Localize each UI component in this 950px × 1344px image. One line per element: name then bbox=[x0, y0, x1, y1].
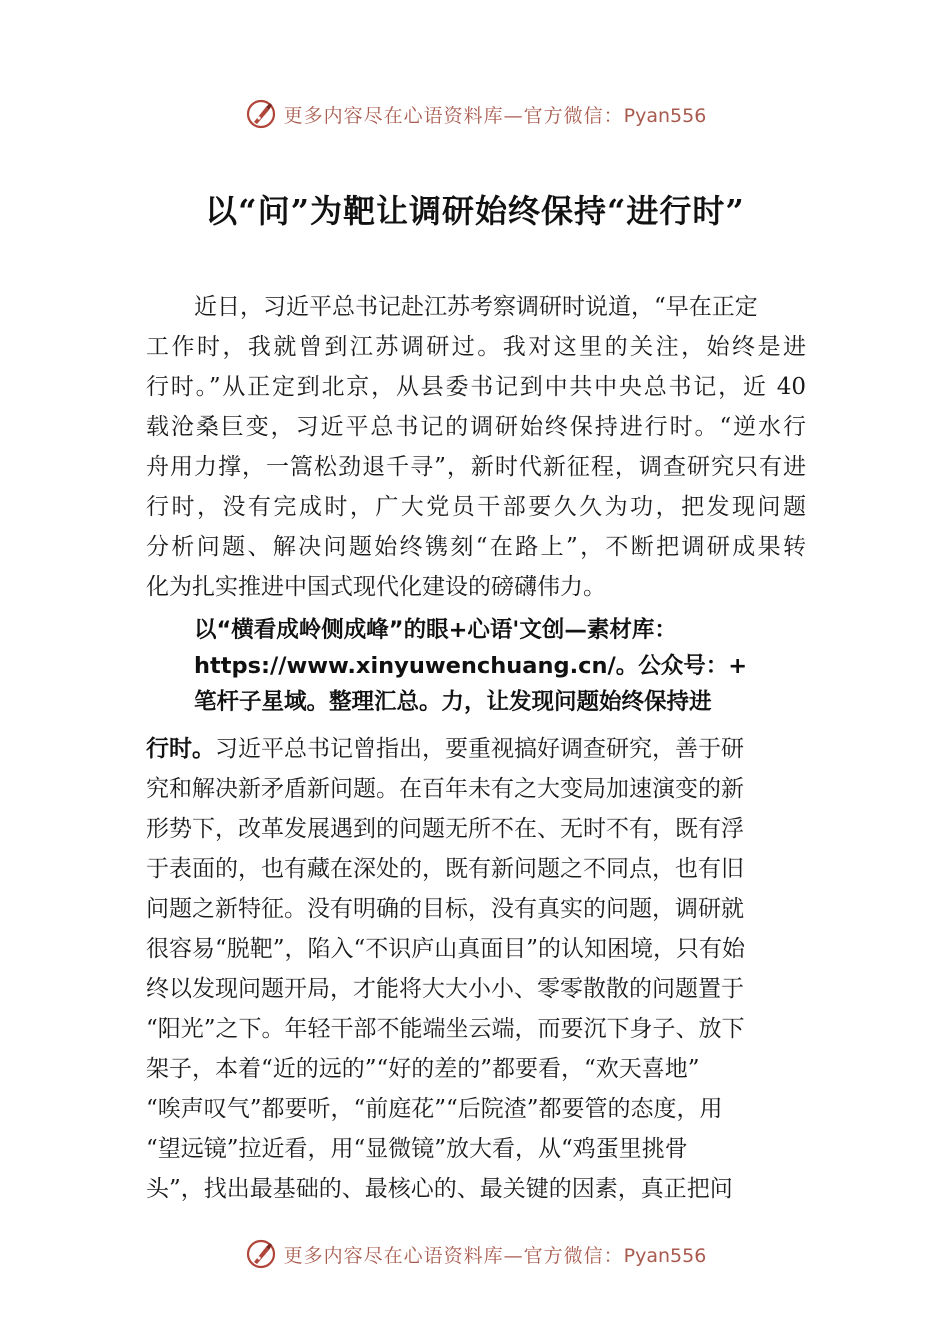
text-line: 行时。”从正定到北京，从县委书记到中共中央总书记，近 40 bbox=[146, 374, 806, 400]
footer-watermark bbox=[0, 1234, 950, 1274]
heading-line: 以“横看成岭侧成峰”的眼+心语'文创—素材库： bbox=[194, 617, 677, 643]
paragraph-intro bbox=[146, 287, 806, 607]
text-line: “望远镜”拉近看，用“显微镜”放大看，从“鸡蛋里挑骨 bbox=[146, 1136, 688, 1162]
bold-lead: 行时。 bbox=[146, 736, 215, 762]
text-line: 行时，没有完成时，广大党员干部要久久为功，把发现问题 bbox=[146, 494, 806, 520]
header-watermark bbox=[0, 94, 950, 134]
watermark-wechat-id: Pyan556 bbox=[623, 1244, 707, 1267]
watermark-wechat-id: Pyan556 bbox=[623, 104, 707, 127]
text-line: 架子，本着“近的远的”“好的差的”都要看，“欢天喜地” bbox=[146, 1056, 700, 1082]
watermark-text: 更多内容尽在心语资料库—官方微信：Pyan556 bbox=[283, 104, 707, 127]
text-line: “唉声叹气”都要听，“前庭花”“后院渣”都要管的态度，用 bbox=[146, 1096, 723, 1122]
source-link-line[interactable]: https://www.xinyuwenchuang.cn/。公众号：+ bbox=[194, 653, 748, 679]
pen-nib-icon bbox=[244, 1237, 278, 1271]
text-line: 头”，找出最基础的、最核心的、最关键的因素，真正把问 bbox=[146, 1176, 733, 1202]
text-line: 很容易“脱靶”，陷入“不识庐山真面目”的认知困境，只有始 bbox=[146, 936, 746, 962]
text-line: 近日，习近平总书记赴江苏考察调研时说道，“早在正定 bbox=[194, 294, 758, 320]
text-line: 化为扎实推进中国式现代化建设的磅礴伟力。 bbox=[146, 574, 606, 600]
text-line: 于表面的，也有藏在深处的，既有新问题之不同点，也有旧 bbox=[146, 856, 744, 882]
watermark-text: 更多内容尽在心语资料库—官方微信：Pyan556 bbox=[283, 1244, 707, 1267]
text-segment: 习近平总书记曾指出，要重视搞好调查研究，善于研 bbox=[215, 736, 744, 762]
text-line: 形势下，改革发展遇到的问题无所不在、无时不有，既有浮 bbox=[146, 816, 744, 842]
text-line: 分析问题、解决问题始终镌刻“在路上”，不断把调研成果转 bbox=[146, 534, 806, 560]
text-line: 终以发现问题开局，才能将大大小小、零零散散的问题置于 bbox=[146, 976, 744, 1002]
article-title: 以“问”为靶让调研始终保持“进行时” bbox=[205, 192, 745, 230]
text-line bbox=[146, 729, 806, 769]
pen-nib-icon bbox=[244, 97, 278, 131]
text-line: 载沧桑巨变，习近平总书记的调研始终保持进行时。“逆水行 bbox=[146, 414, 806, 440]
text-line: 究和解决新矛盾新问题。在百年未有之大变局加速演变的新 bbox=[146, 776, 744, 802]
text-line: “阳光”之下。年轻干部不能端坐云端，而要沉下身子、放下 bbox=[146, 1016, 745, 1042]
section-heading bbox=[146, 612, 806, 720]
text-line: 舟用力撑，一篙松劲退千寻”，新时代新征程，调查研究只有进 bbox=[146, 454, 806, 480]
paragraph-body bbox=[146, 729, 806, 1209]
text-line: 问题之新特征。没有明确的目标，没有真实的问题，调研就 bbox=[146, 896, 744, 922]
heading-line: 笔杆子星域。整理汇总。力，让发现问题始终保持进 bbox=[194, 689, 712, 715]
text-line: 工作时，我就曾到江苏调研过。我对这里的关注，始终是进 bbox=[146, 334, 806, 360]
